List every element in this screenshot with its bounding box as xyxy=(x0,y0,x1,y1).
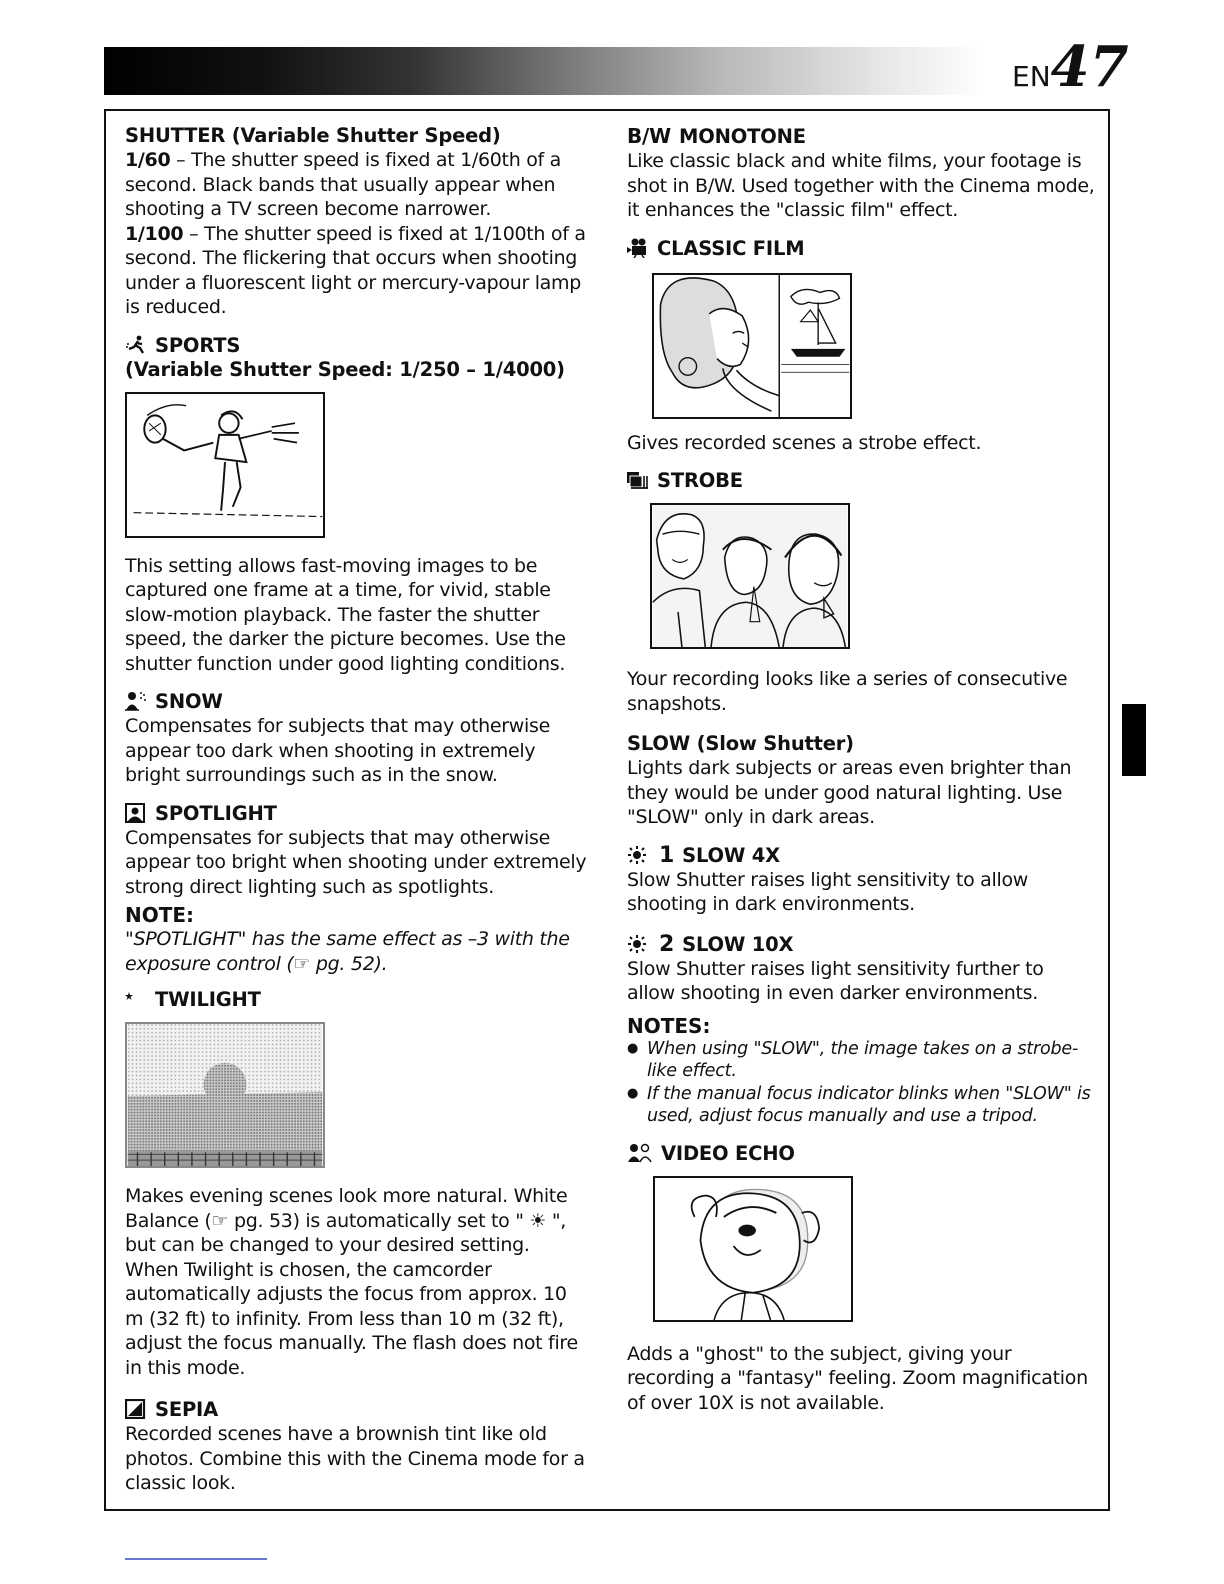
strobe-heading xyxy=(627,469,1095,493)
shutter-heading: SHUTTER (Variable Shutter Speed) xyxy=(125,124,501,147)
notes-item: ● When using "SLOW", the image takes on a strobe-like effect. xyxy=(627,1038,1095,1083)
slow4x-icon-number: 1 xyxy=(659,842,675,868)
note-text: "SPOTLIGHT" has the same effect as –3 with the exposure control (☞ pg. 52). xyxy=(125,928,570,975)
twilight-heading xyxy=(125,988,587,1012)
slow10x-heading xyxy=(627,933,1095,957)
slow10x-icon-number: 2 xyxy=(659,931,675,957)
section-tab-marker xyxy=(1122,704,1146,776)
classic-film-heading xyxy=(627,237,1095,261)
strobe-illustration xyxy=(650,503,850,649)
page-number xyxy=(1012,34,1129,98)
strobe-body: Your recording looks like a series of consecutive snapshots. xyxy=(627,668,1068,715)
video-echo-body: Adds a "ghost" to the subject, giving your recording a "fantasy" feeling. Zoom magnification of over 10X is not available. xyxy=(627,1342,1088,1414)
slow-heading: SLOW (Slow Shutter) xyxy=(627,732,854,755)
video-echo-heading xyxy=(627,1142,1095,1166)
classic-film-illustration xyxy=(652,273,852,419)
video-echo-title: VIDEO ECHO xyxy=(661,1141,795,1165)
sports-body: This setting allows fast-moving images to be captured one frame at a time, for vivid, stable slow-motion playback. The faster the shutter speed, the darker the picture becomes. Use the shutter function under good lighting conditions. xyxy=(125,554,566,675)
snow-figure-icon xyxy=(125,691,147,711)
shutter-1-100-label: 1/100 xyxy=(125,222,184,245)
spotlight-title: SPOTLIGHT xyxy=(155,801,277,825)
shutter-1-100-desc: – The shutter speed is fixed at 1/100th of a second. The flickering that occurs when shooting under a fluorescent light or mercury-vapour lamp is reduced. xyxy=(125,222,586,318)
strobe-title: STROBE xyxy=(657,469,743,492)
page-prefix: EN xyxy=(1012,60,1051,93)
notes-heading: NOTES: xyxy=(627,1013,711,1038)
bottom-rule xyxy=(125,1558,267,1560)
slow-sun-icon xyxy=(627,845,657,865)
snow-title: SNOW xyxy=(155,690,223,713)
sports-subtitle: (Variable Shutter Speed: 1/250 – 1/4000) xyxy=(125,357,565,381)
sports-tennis-illustration xyxy=(125,392,325,538)
spotlight-heading xyxy=(125,802,587,826)
sports-title: SPORTS xyxy=(155,333,241,357)
shutter-1-100-text xyxy=(125,222,587,320)
slow10x-body: Slow Shutter raises light sensitivity further to allow shooting in even darker environments. xyxy=(627,957,1044,1004)
monotone-title: MONOTONE xyxy=(679,125,806,148)
classic-film-title: CLASSIC FILM xyxy=(657,236,805,260)
bw-text-icon: B/W xyxy=(627,124,672,148)
page-number-value: 47 xyxy=(1050,34,1129,100)
snow-heading xyxy=(125,690,587,714)
film-camera-icon xyxy=(627,238,649,258)
slow-body: Lights dark subjects or areas even brighter than they would be under good natural lighting. Use "SLOW" only in dark areas. xyxy=(627,757,1072,828)
twilight-sunset-illustration xyxy=(125,1022,325,1168)
monotone-heading xyxy=(627,124,1095,149)
sepia-heading xyxy=(125,1398,587,1422)
twilight-title: TWILIGHT xyxy=(155,988,261,1011)
strobe-icon xyxy=(627,470,649,490)
sepia-icon xyxy=(125,1399,147,1419)
shutter-1-60-label: 1/60 xyxy=(125,149,171,171)
header-gradient-band xyxy=(104,47,984,95)
sepia-body: Recorded scenes have a brownish tint like old photos. Combine this with the Cinema mode for a classic look. xyxy=(125,1423,585,1494)
left-column xyxy=(125,124,587,1496)
classic-film-body: Gives recorded scenes a strobe effect. xyxy=(627,431,982,454)
twilight-moon-icon xyxy=(125,989,147,1009)
slow10x-title: SLOW 10X xyxy=(682,932,794,956)
monotone-body: Like classic black and white films, your footage is shot in B/W. Used together with the Cinema mode, it enhances the "classic film" effect. xyxy=(627,150,1095,221)
spotlight-icon xyxy=(125,803,147,823)
sports-runner-icon xyxy=(125,335,147,355)
shutter-1-60-text xyxy=(125,148,587,222)
right-column xyxy=(627,124,1095,1415)
video-echo-figure-icon xyxy=(627,1143,653,1163)
notes-item: ● If the manual focus indicator blinks when "SLOW" is used, adjust focus manually and use a tripod. xyxy=(627,1083,1095,1128)
snow-body: Compensates for subjects that may otherwise appear too dark when shooting in extremely bright surroundings such as in the snow. xyxy=(125,715,550,786)
slow4x-body: Slow Shutter raises light sensitivity to allow shooting in dark environments. xyxy=(627,868,1029,915)
slow-sun-icon xyxy=(627,934,657,954)
spotlight-body: Compensates for subjects that may otherwise appear too bright when shooting under extremely strong direct lighting such as spotlights. xyxy=(125,826,587,898)
slow4x-heading xyxy=(627,844,1095,868)
note-heading: NOTE: xyxy=(125,903,195,927)
video-echo-illustration xyxy=(653,1176,853,1322)
shutter-1-60-desc: – The shutter speed is fixed at 1/60th of a second. Black bands that usually appear when shooting a TV screen become narrower. xyxy=(125,149,561,220)
twilight-body: Makes evening scenes look more natural. White Balance (☞ pg. 53) is automatically set to " ☀ ", but can be changed to your desired setting. When Twilight is chosen, the camcorder automatically adjusts the focus from approx. 10 m (32 ft) to infinity. From less than 10 m (32 ft), adjust the focus manually. The flash does not fire in this mode. xyxy=(125,1185,578,1379)
sports-heading xyxy=(125,334,587,358)
slow4x-title: SLOW 4X xyxy=(682,843,780,867)
sepia-title: SEPIA xyxy=(155,1398,219,1421)
notes-list xyxy=(627,1038,1095,1128)
